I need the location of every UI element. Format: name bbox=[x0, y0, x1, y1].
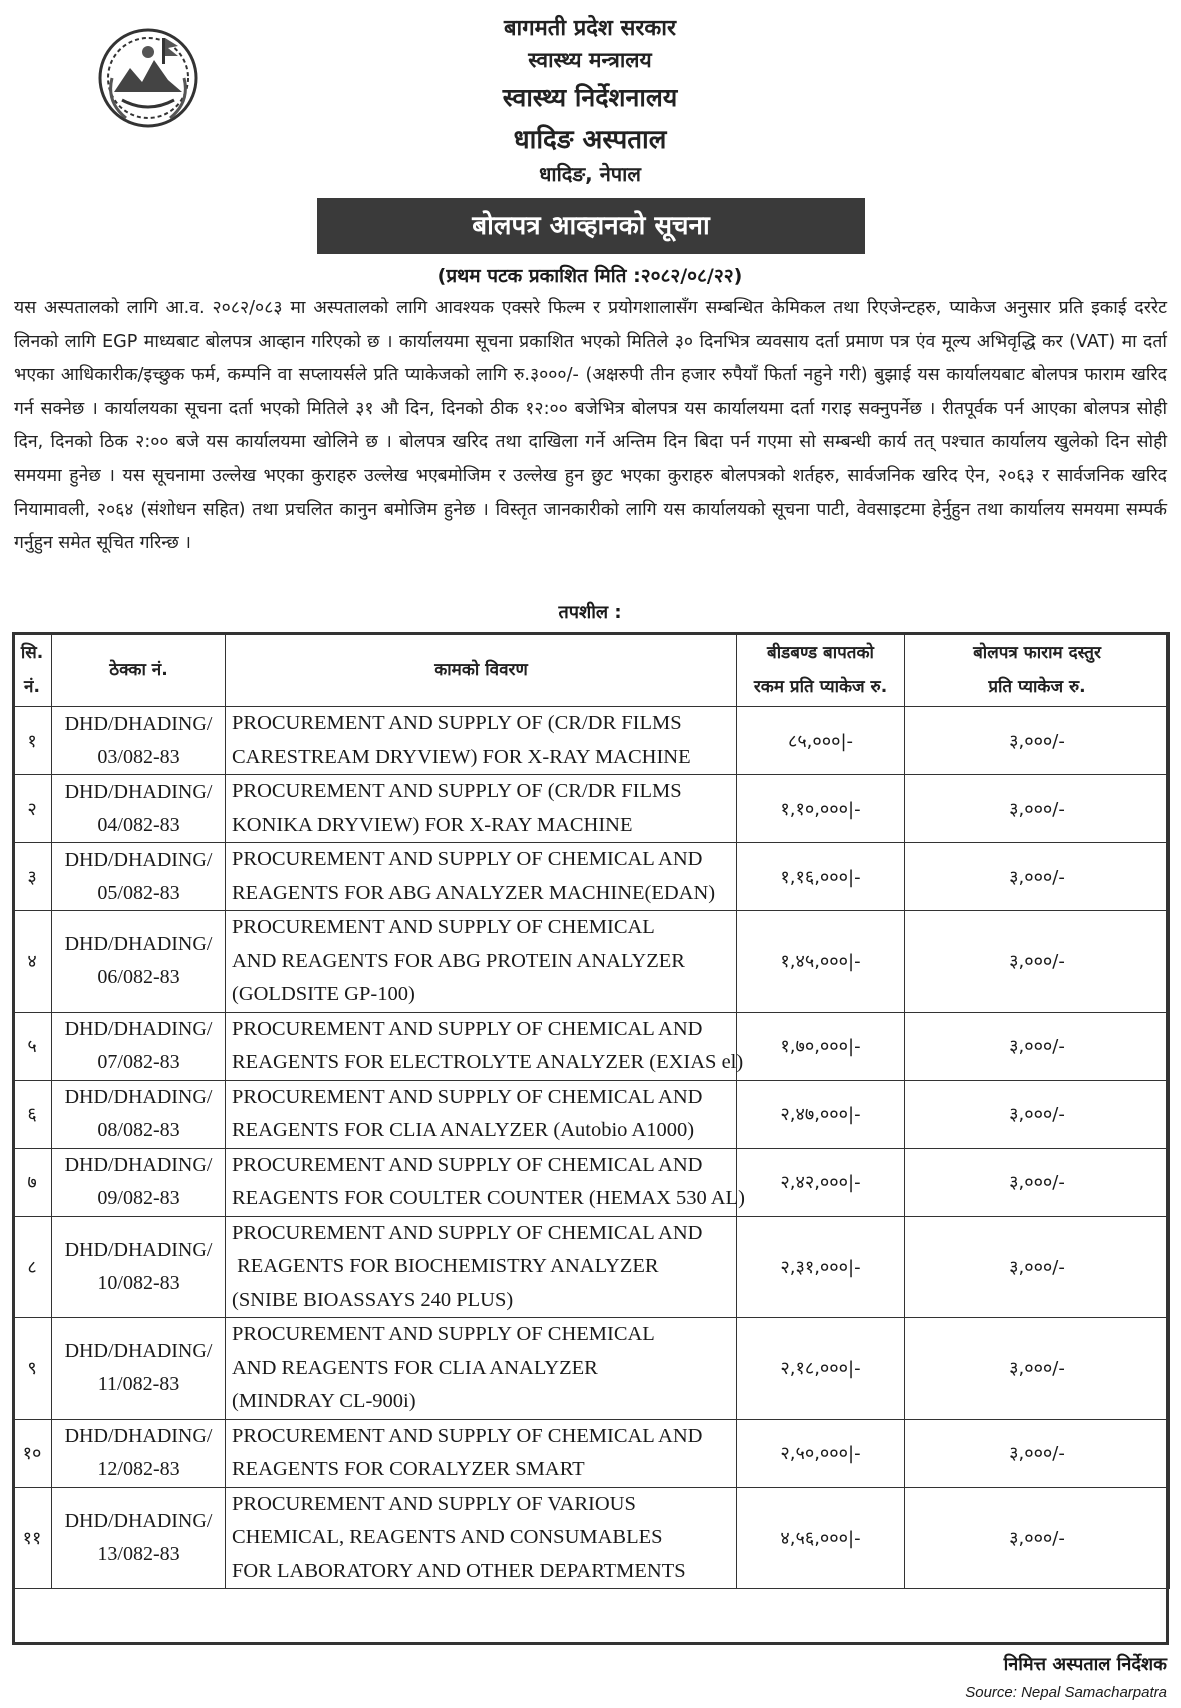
row-form-fee: ३,०००/- bbox=[905, 775, 1170, 843]
row-contract-no: DHD/DHADING/ 06/082-83 bbox=[52, 911, 226, 1013]
table-header-row bbox=[13, 633, 1170, 707]
row-form-fee: ३,०००/- bbox=[905, 707, 1170, 775]
tender-table bbox=[12, 632, 1170, 1589]
col-sn: सि. नं. bbox=[13, 633, 52, 707]
row-bid-bond: १,४५,०००|- bbox=[737, 911, 905, 1013]
row-description: PROCUREMENT AND SUPPLY OF CHEMICAL AND REAGENTS FOR ELECTROLYTE ANALYZER (EXIAS el) bbox=[226, 1012, 737, 1080]
table-row bbox=[13, 707, 1170, 775]
row-form-fee: ३,०००/- bbox=[905, 911, 1170, 1013]
row-form-fee: ३,०००/- bbox=[905, 1318, 1170, 1420]
row-bid-bond: २,३१,०००|- bbox=[737, 1216, 905, 1318]
row-bid-bond: १,१०,०००|- bbox=[737, 775, 905, 843]
table-row bbox=[13, 1487, 1170, 1589]
publication-date: (प्रथम पटक प्रकाशित मिति :२०८२/०८/२२) bbox=[437, 265, 743, 287]
col-form-fee: बोलपत्र फाराम दस्तुर प्रति प्याकेज रु. bbox=[905, 633, 1170, 707]
row-description: PROCUREMENT AND SUPPLY OF CHEMICAL AND REAGENTS FOR BIOCHEMISTRY ANALYZER (SNIBE BIOASSAYS 240 PLUS) bbox=[226, 1216, 737, 1318]
row-contract-no: DHD/DHADING/ 03/082-83 bbox=[52, 707, 226, 775]
row-serial: ६ bbox=[13, 1080, 52, 1148]
row-serial: ११ bbox=[13, 1487, 52, 1589]
row-bid-bond: २,४२,०००|- bbox=[737, 1148, 905, 1216]
row-serial: १० bbox=[13, 1419, 52, 1487]
row-description: PROCUREMENT AND SUPPLY OF CHEMICAL AND REAGENTS FOR CLIA ANALYZER (Autobio A1000) bbox=[226, 1080, 737, 1148]
row-serial: ७ bbox=[13, 1148, 52, 1216]
header-province: बागमती प्रदेश सरकार bbox=[504, 16, 676, 41]
row-form-fee: ३,०००/- bbox=[905, 1148, 1170, 1216]
row-description: PROCUREMENT AND SUPPLY OF CHEMICAL AND REAGENTS FOR COULTER COUNTER (HEMAX 530 AL) bbox=[226, 1148, 737, 1216]
row-contract-no: DHD/DHADING/ 12/082-83 bbox=[52, 1419, 226, 1487]
row-bid-bond: २,४७,०००|- bbox=[737, 1080, 905, 1148]
row-description: PROCUREMENT AND SUPPLY OF (CR/DR FILMS KONIKA DRYVIEW) FOR X-RAY MACHINE bbox=[226, 775, 737, 843]
row-bid-bond: २,५०,०००|- bbox=[737, 1419, 905, 1487]
table-row bbox=[13, 775, 1170, 843]
row-serial: ४ bbox=[13, 911, 52, 1013]
nepal-emblem-icon bbox=[92, 22, 204, 134]
details-heading: तपशील : bbox=[558, 602, 622, 623]
row-serial: १ bbox=[13, 707, 52, 775]
row-contract-no: DHD/DHADING/ 08/082-83 bbox=[52, 1080, 226, 1148]
table-row bbox=[13, 1419, 1170, 1487]
row-form-fee: ३,०००/- bbox=[905, 843, 1170, 911]
row-description: PROCUREMENT AND SUPPLY OF CHEMICAL AND REAGENTS FOR CORALYZER SMART bbox=[226, 1419, 737, 1487]
table-row bbox=[13, 1012, 1170, 1080]
row-contract-no: DHD/DHADING/ 10/082-83 bbox=[52, 1216, 226, 1318]
row-description: PROCUREMENT AND SUPPLY OF VARIOUS CHEMICAL, REAGENTS AND CONSUMABLES FOR LABORATORY AND OTHER DEPARTMENTS bbox=[226, 1487, 737, 1589]
row-form-fee: ३,०००/- bbox=[905, 1487, 1170, 1589]
header-directorate: स्वास्थ्य निर्देशनालय bbox=[502, 83, 678, 112]
row-serial: ५ bbox=[13, 1012, 52, 1080]
row-bid-bond: १,७०,०००|- bbox=[737, 1012, 905, 1080]
row-serial: ३ bbox=[13, 843, 52, 911]
row-bid-bond: ४,५६,०००|- bbox=[737, 1487, 905, 1589]
signatory: निमित्त अस्पताल निर्देशक bbox=[1003, 1654, 1167, 1675]
col-contract: ठेक्का नं. bbox=[52, 633, 226, 707]
row-bid-bond: ८५,०००|- bbox=[737, 707, 905, 775]
header-location: धादिङ, नेपाल bbox=[539, 162, 641, 186]
row-bid-bond: १,१६,०००|- bbox=[737, 843, 905, 911]
table-row bbox=[13, 843, 1170, 911]
header-hospital: धादिङ अस्पताल bbox=[513, 125, 667, 155]
row-description: PROCUREMENT AND SUPPLY OF CHEMICAL AND REAGENTS FOR ABG PROTEIN ANALYZER (GOLDSITE GP-100) bbox=[226, 911, 737, 1013]
row-contract-no: DHD/DHADING/ 04/082-83 bbox=[52, 775, 226, 843]
table-row bbox=[13, 1216, 1170, 1318]
row-contract-no: DHD/DHADING/ 09/082-83 bbox=[52, 1148, 226, 1216]
row-serial: २ bbox=[13, 775, 52, 843]
row-contract-no: DHD/DHADING/ 07/082-83 bbox=[52, 1012, 226, 1080]
row-form-fee: ३,०००/- bbox=[905, 1080, 1170, 1148]
notice-body: यस अस्पतालको लागि आ.व. २०८२/०८३ मा अस्पतालको लागि आवश्यक एक्सरे फिल्म र प्रयोगशालासँग सम्बन्धित केमिकल तथा रिएजेन्टहरु, प्याकेज अनुसार प्रति इकाई दररेट लिनको लागि EGP माध्यबाट बोलपत्र आव्हान गरिएको छ । कार्यालयमा सूचना प्रकाशित भएको मितिले ३० दिनभित्र व्यवसाय दर्ता प्रमाण पत्र एंव मूल्य अभिवृद्धि कर (VAT) मा दर्ता भएका आधिकारीक/इच्छुक फर्म, कम्पनि वा सप्लायर्सले प्रति प्याकेजको लागि रु.३०००/- (अक्षरुपी तीन हजार रुपैयाँ फिर्ता नहुने गरी) बुझाई यस कार्यालयबाट बोलपत्र फाराम खरिद गर्न सक्नेछ । कार्यालयका सूचना दर्ता भएको मितिले ३१ औ दिन, दिनको ठीक १२:०० बजेभित्र बोलपत्र यस कार्यालयमा दर्ता गराइ सक्नुपर्नेछ । रीतपूर्वक पर्न आएका बोलपत्र सोही दिन, दिनको ठिक २:०० बजे यस कार्यालयमा खोलिने छ । बोलपत्र खरिद तथा दाखिला गर्ने अन्तिम दिन बिदा पर्न गएमा सो सम्बन्धी कार्य तत् पश्चात कार्यालय खुलेको दिन सोही समयमा हुनेछ । यस सूचनामा उल्लेख भएका कुराहरु उल्लेख भएबमोजिम र उल्लेख हुन छुट भएका कुराहरु बोलपत्रको शर्तहरु, सार्वजनिक खरिद ऐन, २०६३ र सार्वजनिक खरिद नियामावली, २०६४ (संशोधन सहित) तथा प्रचलित कानुन बमोजिम हुनेछ । विस्तृत जानकारीको लागि यस कार्यालयको सूचना पाटी, वेवसाइटमा हेर्नुहुन तथा कार्यालय समयमा सम्पर्क गर्नुहुन समेत सूचित गरिन्छ । bbox=[14, 298, 1168, 554]
table-row bbox=[13, 1080, 1170, 1148]
table-row bbox=[13, 1148, 1170, 1216]
source-credit: Source: Nepal Samacharpatra bbox=[965, 1684, 1167, 1701]
row-form-fee: ३,०००/- bbox=[905, 1419, 1170, 1487]
row-form-fee: ३,०००/- bbox=[905, 1012, 1170, 1080]
table-row bbox=[13, 1318, 1170, 1420]
row-contract-no: DHD/DHADING/ 11/082-83 bbox=[52, 1318, 226, 1420]
header-ministry: स्वास्थ्य मन्त्रालय bbox=[528, 48, 652, 72]
row-contract-no: DHD/DHADING/ 05/082-83 bbox=[52, 843, 226, 911]
row-description: PROCUREMENT AND SUPPLY OF (CR/DR FILMS CARESTREAM DRYVIEW) FOR X-RAY MACHINE bbox=[226, 707, 737, 775]
row-description: PROCUREMENT AND SUPPLY OF CHEMICAL AND REAGENTS FOR ABG ANALYZER MACHINE(EDAN) bbox=[226, 843, 737, 911]
row-description: PROCUREMENT AND SUPPLY OF CHEMICAL AND REAGENTS FOR CLIA ANALYZER (MINDRAY CL-900i) bbox=[226, 1318, 737, 1420]
row-serial: ८ bbox=[13, 1216, 52, 1318]
row-bid-bond: २,१८,०००|- bbox=[737, 1318, 905, 1420]
col-description: कामको विवरण bbox=[226, 633, 737, 707]
row-serial: ९ bbox=[13, 1318, 52, 1420]
row-contract-no: DHD/DHADING/ 13/082-83 bbox=[52, 1487, 226, 1589]
notice-title: बोलपत्र आव्हानको सूचना bbox=[317, 198, 865, 254]
col-bid-bond: बीडबण्ड बापतको रकम प्रति प्याकेज रु. bbox=[737, 633, 905, 707]
table-row bbox=[13, 911, 1170, 1013]
row-form-fee: ३,०००/- bbox=[905, 1216, 1170, 1318]
